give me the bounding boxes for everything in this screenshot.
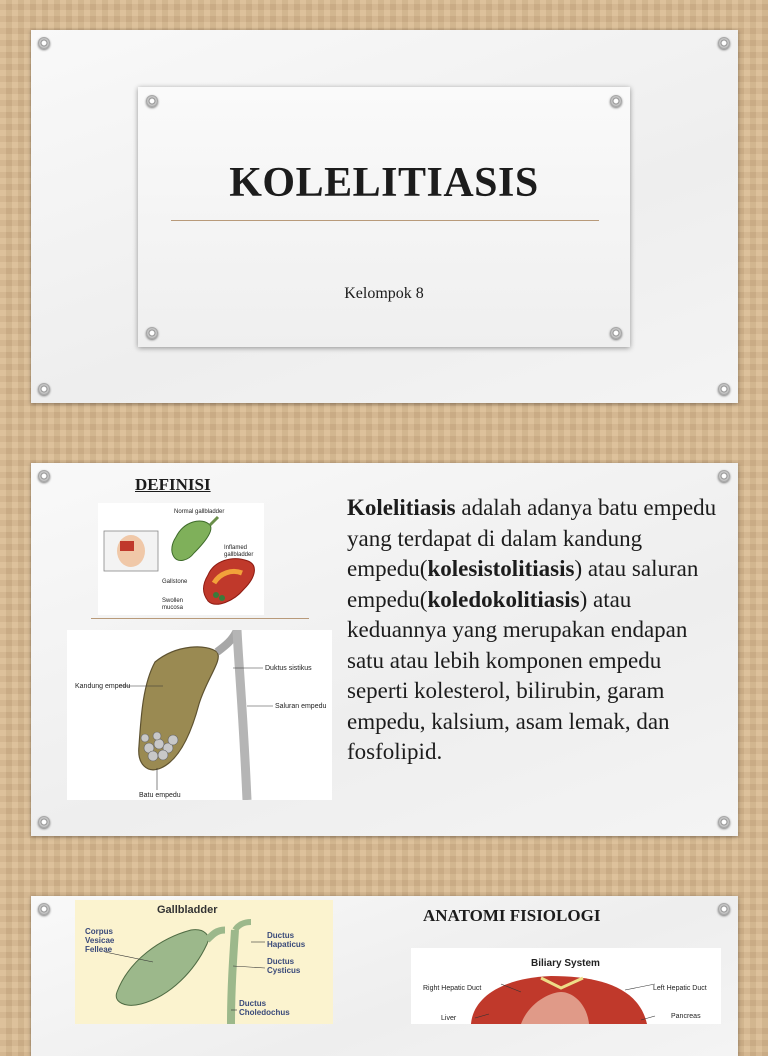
label-corpus: Corpus — [85, 927, 113, 936]
paragraph-text: adalah adanya batu empedu yang terdapat di dalam kandung empedu( — [347, 495, 717, 581]
label-choledochus: Ductus — [239, 999, 267, 1008]
label-gallstone: Gallstone — [162, 579, 188, 585]
pin-icon — [610, 95, 622, 107]
label-right-hepatic: Right Hepatic Duct — [423, 985, 482, 992]
label-duktus: Duktus sistikus — [265, 665, 312, 672]
label-felleae: Felleae — [85, 945, 113, 954]
label-saluran: Saluran empedu — [275, 703, 327, 710]
label-swollen: mucosa — [162, 605, 184, 611]
definition-paragraph — [347, 493, 717, 768]
pin-icon — [38, 37, 50, 49]
pin-icon — [718, 816, 730, 828]
biliary-system-diagram — [411, 948, 721, 1024]
page-title: KOLELITIASIS — [229, 160, 539, 206]
pin-icon — [38, 816, 50, 828]
gallbladder-anatomy-figure — [67, 630, 332, 800]
label-choledochus: Choledochus — [239, 1008, 290, 1017]
bold-term: kolesistolitiasis — [427, 556, 575, 581]
pin-icon — [38, 470, 50, 482]
label-cysticus: Ductus — [267, 957, 295, 966]
pin-icon — [38, 383, 50, 395]
label-inflamed: Inflamed — [224, 545, 248, 551]
label-kandung: Kandung empedu — [75, 683, 131, 690]
figure-divider — [91, 618, 309, 619]
pin-icon — [610, 327, 622, 339]
label-hapaticus: Hapaticus — [267, 940, 306, 949]
label-inflamed: gallbladder — [224, 552, 254, 558]
paragraph-text: ) atau keduannya yang merupakan endapan satu atau lebih komponen empedu seperti kolesterol, bilirubin, garam empedu, kalsium, asam lemak, dan fosfolipid. — [347, 586, 688, 764]
label-hapaticus: Ductus — [267, 931, 295, 940]
section-heading: ANATOMI FISIOLOGI — [423, 906, 601, 925]
label-pancreas: Pancreas — [671, 1013, 701, 1020]
subtitle: Kelompok 8 — [344, 285, 424, 302]
gallbladder-illustration — [98, 503, 264, 615]
label-left-hepatic: Left Hepatic Duct — [653, 985, 707, 992]
title-divider — [171, 220, 599, 221]
title-card — [138, 87, 630, 347]
gb-title: Gallbladder — [157, 904, 218, 916]
paragraph-text: ) atau saluran empedu( — [347, 556, 699, 612]
label-normal: Normal gallbladder — [174, 509, 225, 515]
pin-icon — [146, 95, 158, 107]
label-batu: Batu empedu — [139, 792, 181, 799]
pin-icon — [38, 903, 50, 915]
title-slide — [31, 30, 738, 403]
pin-icon — [146, 327, 158, 339]
bold-term: koledokolitiasis — [427, 586, 580, 612]
bold-term: Kolelitiasis — [347, 495, 456, 520]
biliary-title: Biliary System — [531, 958, 600, 969]
pin-icon — [718, 470, 730, 482]
label-liver: Liver — [441, 1015, 457, 1022]
definition-slide — [31, 463, 738, 836]
label-swollen: Swollen — [162, 598, 184, 604]
pin-icon — [718, 383, 730, 395]
gallbladder-diagram — [75, 900, 333, 1024]
pin-icon — [718, 903, 730, 915]
anatomy-slide — [31, 896, 738, 1056]
pin-icon — [718, 37, 730, 49]
section-heading: DEFINISI — [135, 475, 211, 494]
label-vesicae: Vesicae — [85, 936, 115, 945]
label-cysticus: Cysticus — [267, 966, 301, 975]
